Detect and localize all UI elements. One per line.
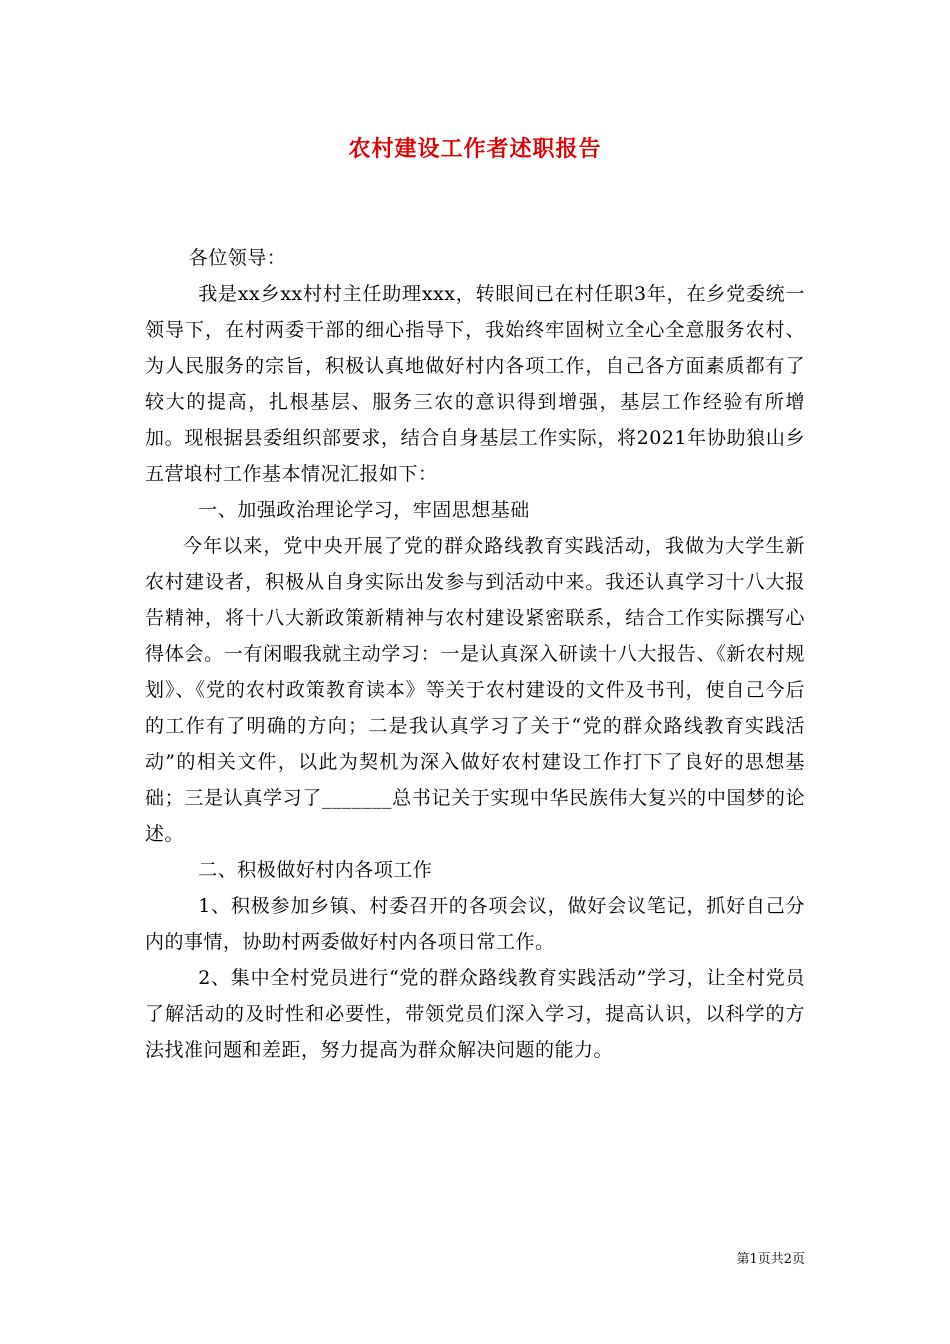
document-body	[145, 240, 805, 1068]
intro-paragraph: 我是xx乡xx村村主任助理xxx，转眼间已在村任职3年，在乡党委统一领导下，在村两委干部的细心指导下，我始终牢固树立全心全意服务农村、为人民服务的宗旨，积极认真地做好村内各项工作，自己各方面素质都有了较大的提高，扎根基层、服务三农的意识得到增强，基层工作经验有所增加。现根据县委组织部要求，结合自身基层工作实际，将2021年协助狼山乡五营埌村工作基本情况汇报如下：	[145, 283, 805, 485]
section-heading-1: 一、加强政治理论学习，牢固思想基础	[198, 499, 530, 521]
section-heading-2: 二、积极做好村内各项工作	[198, 859, 433, 881]
list-item-1: 1、积极参加乡镇、村委召开的各项会议，做好会议笔记，抓好自己分内的事情，协助村两委做好村内各项日常工作。	[145, 895, 805, 953]
page-number: 第1页共2页	[736, 1252, 805, 1267]
section-1-paragraph: 今年以来，党中央开展了党的群众路线教育实践活动，我做为大学生新农村建设者，积极从自身实际出发参与到活动中来。我还认真学习十八大报告精神，将十八大新政策新精神与农村建设紧密联系，结合工作实际撰写心得体会。一有闲暇我就主动学习：一是认真深入研读十八大报告、《新农村规划》、《党的农村政策教育读本》等关于农村建设的文件及书刊，使自己今后的工作有了明确的方向；二是我认真学习了关于“党的群众路线教育实践活动”的相关文件，以此为契机为深入做好农村建设工作打下了良好的思想基础；三是认真学习了_______总书记关于实现中华民族伟大复兴的中国梦的论述。	[145, 535, 805, 845]
salutation: 各位领导：	[188, 247, 287, 269]
list-item-2: 2、集中全村党员进行“党的群众路线教育实践活动”学习，让全村党员了解活动的及时性和必要性，带领党员们深入学习，提高认识，以科学的方法找准问题和差距，努力提高为群众解决问题的能力。	[145, 967, 805, 1061]
document-title: 农村建设工作者述职报告	[348, 136, 602, 162]
